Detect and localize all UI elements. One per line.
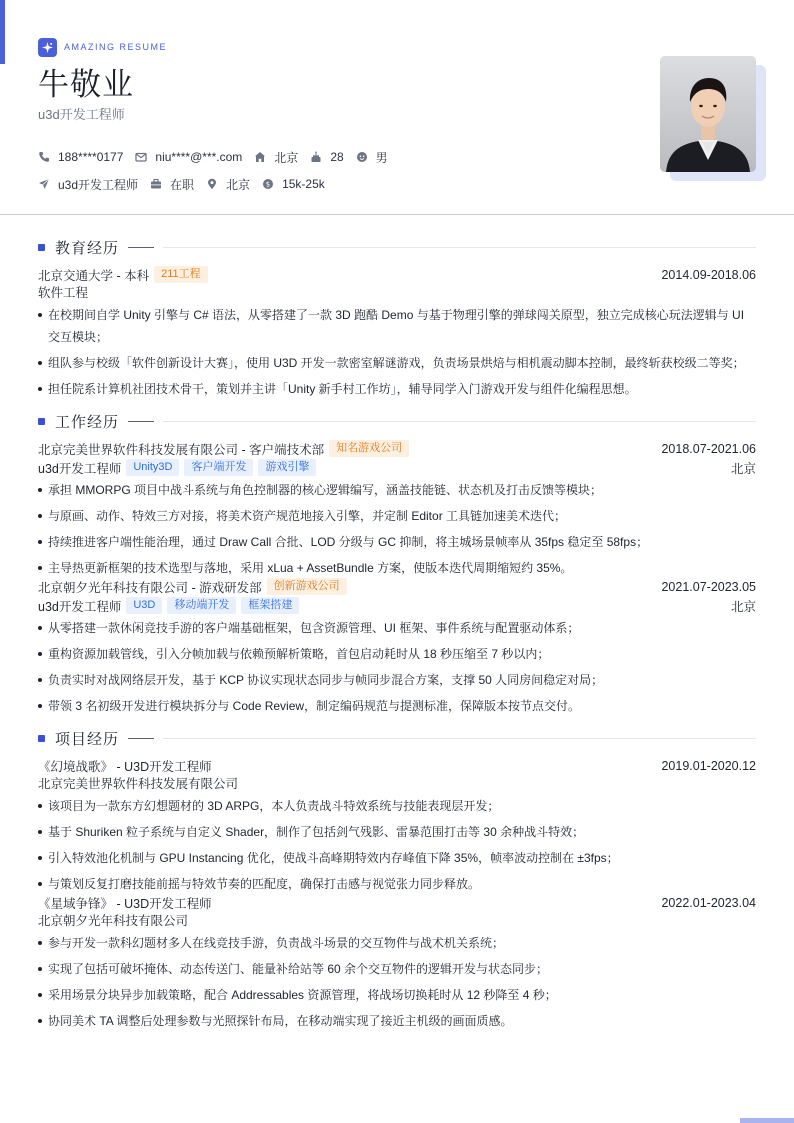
profile-photo (660, 56, 756, 172)
brand-text: AMAZING RESUME (64, 42, 168, 52)
section-marker (38, 418, 45, 425)
resume-header (38, 37, 638, 193)
skill-tag: 移动端开发 (167, 597, 236, 614)
list-item: 承担 MMORPG 项目中战斗系统与角色控制器的核心逻辑编写，涵盖技能链、状态机及打击反馈等模块； (38, 479, 756, 501)
list-item: 主导热更新框架的技术选型与落地，采用 xLua + AssetBundle 方案，使版本迭代周期缩短约 35%。 (38, 557, 756, 579)
list-item: 组队参与校级「软件创新设计大赛」，使用 U3D 开发一款密室解谜游戏，负责场景烘焙与相机震动脚本控制，最终斩获校级二等奖； (38, 352, 756, 374)
project-name: 《幻境战歌》 - U3D开发工程师 (38, 759, 212, 774)
list-item: 与原画、动作、特效三方对接，将美术资产规范地接入引擎，并定制 Editor 工具链加速美术迭代； (38, 505, 756, 527)
work-entry (38, 577, 756, 717)
list-item: 该项目为一款东方幻想题材的 3D ARPG，本人负责战斗特效系统与技能表现层开发； (38, 795, 756, 817)
list-item: 重构资源加载管线，引入分帧加载与依赖预解析策略，首包启动耗时从 18 秒压缩至 7 秒以内； (38, 643, 756, 665)
work-date: 2018.07-2021.06 (661, 441, 756, 456)
section-title: 项目经历 (55, 730, 120, 748)
intent-position-text: u3d开发工程师 (58, 177, 139, 192)
money-icon (262, 178, 274, 190)
salary-item (262, 177, 325, 191)
education-section-header (38, 236, 756, 258)
project-bullets (38, 932, 756, 1032)
hometown-item (254, 149, 298, 166)
top-accent-bar (0, 0, 5, 64)
project-bullets (38, 795, 756, 895)
resume-body (38, 236, 756, 1036)
company-name: 北京朝夕光年科技有限公司 - 游戏研发部 (38, 580, 262, 595)
work-date: 2021.07-2023.05 (661, 579, 756, 594)
mail-icon (135, 151, 147, 163)
section-title: 工作经历 (55, 413, 120, 431)
briefcase-icon (150, 178, 162, 190)
list-item: 在校期间自学 Unity 引擎与 C# 语法，从零搭建了一款 3D 跑酷 Demo 与基于物理引擎的弹球闯关原型，独立完成核心玩法逻辑与 UI 交互模块； (38, 304, 756, 348)
gender-item (356, 149, 388, 166)
list-item: 负责实时对战网络层开发，基于 KCP 协议实现状态同步与帧同步混合方案，支撑 50 人同房间稳定对局； (38, 669, 756, 691)
work-section-header (38, 410, 756, 432)
list-item: 从零搭建一款休闲竞技手游的客户端基础框架，包含资源管理、UI 框架、事件系统与配置驱动体系； (38, 617, 756, 639)
work-bullets (38, 479, 756, 579)
email-text: niu****@***.com (155, 150, 243, 164)
list-item: 参与开发一款科幻题材多人在线竞技手游，负责战斗场景的交互物件与战术机关系统； (38, 932, 756, 954)
education-date: 2014.09-2018.06 (661, 267, 756, 282)
major: 软件工程 (38, 286, 89, 300)
skill-tag: U3D (126, 597, 162, 614)
skill-tag: 框架搭建 (241, 597, 299, 614)
school-name: 北京交通大学 - 本科 (38, 268, 150, 283)
header-divider (0, 214, 794, 215)
company-name: 北京完美世界软件科技发展有限公司 - 客户端技术部 (38, 442, 325, 457)
skill-tag: 游戏引擎 (258, 459, 316, 476)
intent-city-item (206, 176, 250, 193)
job-intent-row (38, 175, 638, 193)
list-item: 担任院系计算机社团技术骨干，策划并主讲「Unity 新手村工作坊」，辅导同学入门游戏开发与组件化编程思想。 (38, 378, 756, 400)
cake-icon (310, 151, 322, 163)
status-item (150, 176, 194, 193)
send-icon (38, 178, 50, 190)
section-marker (38, 244, 45, 251)
project-date: 2019.01-2020.12 (661, 758, 756, 773)
salary-text: 15k-25k (282, 177, 325, 191)
skill-tag: 客户端开发 (184, 459, 253, 476)
candidate-name: 牛敬业 (38, 67, 134, 102)
skill-tag: Unity3D (126, 459, 179, 476)
job-role: u3d开发工程师 (38, 599, 122, 614)
project-company: 北京完美世界软件科技发展有限公司 (38, 777, 239, 791)
list-item: 与策划反复打磨技能前摇与特效节奏的匹配度，确保打击感与视觉张力同步释放。 (38, 873, 756, 895)
list-item: 基于 Shuriken 粒子系统与自定义 Shader，制作了包括剑气残影、雷暴范围打击等 30 余种战斗特效； (38, 821, 756, 843)
bottom-accent-bar (740, 1118, 794, 1123)
project-entry (38, 756, 756, 895)
education-bullets (38, 304, 756, 400)
projects-section-header (38, 727, 756, 749)
work-bullets (38, 617, 756, 717)
project-entry (38, 893, 756, 1032)
gender-icon (356, 151, 368, 163)
intent-position-item (38, 176, 138, 193)
work-location: 北京 (730, 599, 756, 614)
intent-city-text: 北京 (226, 177, 251, 192)
list-item: 采用场景分块异步加载策略，配合 Addressables 资源管理，将战场切换耗时从 12 秒降至 4 秒； (38, 984, 756, 1006)
work-location: 北京 (730, 461, 756, 476)
project-name: 《星域争锋》 - U3D开发工程师 (38, 896, 212, 911)
brand (38, 37, 638, 57)
list-item: 协同美术 TA 调整后处理参数与光照探针布局，在移动端实现了接近主机级的画面质感。 (38, 1010, 756, 1032)
job-role: u3d开发工程师 (38, 461, 122, 476)
work-entry (38, 439, 756, 579)
list-item: 持续推进客户端性能治理，通过 Draw Call 合批、LOD 分级与 GC 抑制，将主城场景帧率从 35fps 稳定至 58fps； (38, 531, 756, 553)
hometown-text: 北京 (274, 150, 299, 165)
list-item: 引入特效池化机制与 GPU Instancing 优化，使战斗高峰期特效内存峰值下降 35%，帧率波动控制在 ±3fps； (38, 847, 756, 869)
section-title: 教育经历 (55, 239, 120, 257)
company-tag: 创新游戏公司 (267, 578, 347, 595)
avatar (660, 56, 756, 172)
phone-item (38, 150, 123, 164)
project-date: 2022.01-2023.04 (661, 895, 756, 910)
home-icon (254, 151, 266, 163)
contact-row (38, 148, 638, 166)
age-text: 28 (330, 150, 344, 164)
list-item: 带领 3 名初级开发进行模块拆分与 Code Review，制定编码规范与提测标准，保障版本按节点交付。 (38, 695, 756, 717)
email-item (135, 150, 242, 164)
sparkle-icon (38, 38, 57, 57)
gender-text: 男 (375, 150, 388, 165)
age-item (310, 150, 343, 164)
candidate-title: u3d开发工程师 (38, 107, 125, 122)
status-text: 在职 (170, 177, 195, 192)
list-item: 实现了包括可破坏掩体、动态传送门、能量补给站等 60 余个交互物件的逻辑开发与状态同步； (38, 958, 756, 980)
location-pin-icon (206, 178, 218, 190)
school-tag: 211工程 (154, 266, 208, 283)
svg-text:$: $ (265, 180, 271, 189)
phone-text: 188****0177 (58, 150, 124, 164)
section-marker (38, 735, 45, 742)
phone-icon (38, 151, 50, 163)
company-tag: 知名游戏公司 (329, 440, 409, 457)
project-company: 北京朝夕光年科技有限公司 (38, 914, 189, 928)
education-entry (38, 265, 756, 400)
